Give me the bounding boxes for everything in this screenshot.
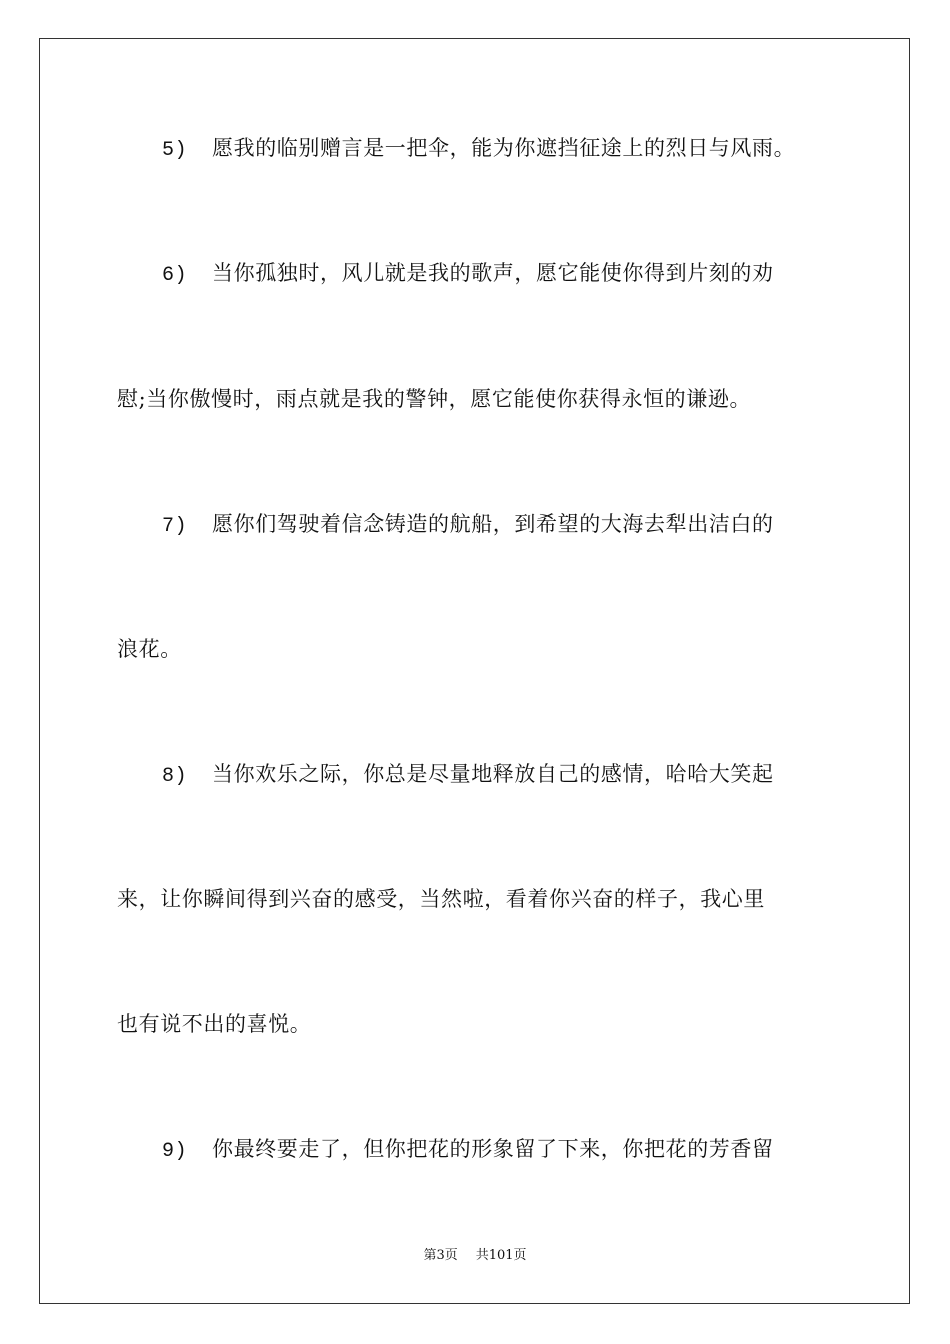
paragraph-number: 6)	[162, 264, 188, 287]
page-frame	[39, 38, 910, 1304]
paragraph-number: 5)	[162, 139, 188, 162]
paragraph-8-line-3	[117, 1010, 311, 1038]
paragraph-8-line-2	[117, 885, 765, 913]
paragraph-9-line-1	[162, 1135, 774, 1166]
paragraph-6-line-1	[162, 259, 774, 290]
page-footer	[0, 1247, 950, 1265]
paragraph-7-line-2	[117, 635, 182, 663]
paragraph-text: 慰;当你傲慢时，雨点就是我的警钟，愿它能使你获得永恒的谦逊。	[117, 387, 752, 411]
paragraph-text: 你最终要走了，但你把花的形象留了下来，你把花的芳香留	[212, 1137, 774, 1161]
paragraph-text: 当你欢乐之际，你总是尽量地释放自己的感情，哈哈大笑起	[212, 762, 774, 786]
paragraph-text: 当你孤独时，风儿就是我的歌声，愿它能使你得到片刻的劝	[212, 261, 774, 285]
paragraph-text: 来，让你瞬间得到兴奋的感受，当然啦，看着你兴奋的样子，我心里	[117, 887, 765, 911]
page-number: 第3页	[423, 1248, 458, 1263]
paragraph-number: 8)	[162, 765, 188, 788]
paragraph-text: 愿你们驾驶着信念铸造的航船，到希望的大海去犁出洁白的	[212, 512, 774, 536]
paragraph-8-line-1	[162, 760, 774, 791]
paragraph-text: 浪花。	[117, 637, 182, 661]
paragraph-number: 9)	[162, 1140, 188, 1163]
paragraph-7-line-1	[162, 510, 774, 541]
paragraph-text: 愿我的临别赠言是一把伞，能为你遮挡征途上的烈日与风雨。	[212, 136, 796, 160]
paragraph-5-line-1	[162, 134, 795, 165]
paragraph-6-line-2	[117, 385, 751, 413]
paragraph-number: 7)	[162, 515, 188, 538]
total-pages: 共101页	[475, 1248, 527, 1263]
paragraph-text: 也有说不出的喜悦。	[117, 1012, 312, 1036]
